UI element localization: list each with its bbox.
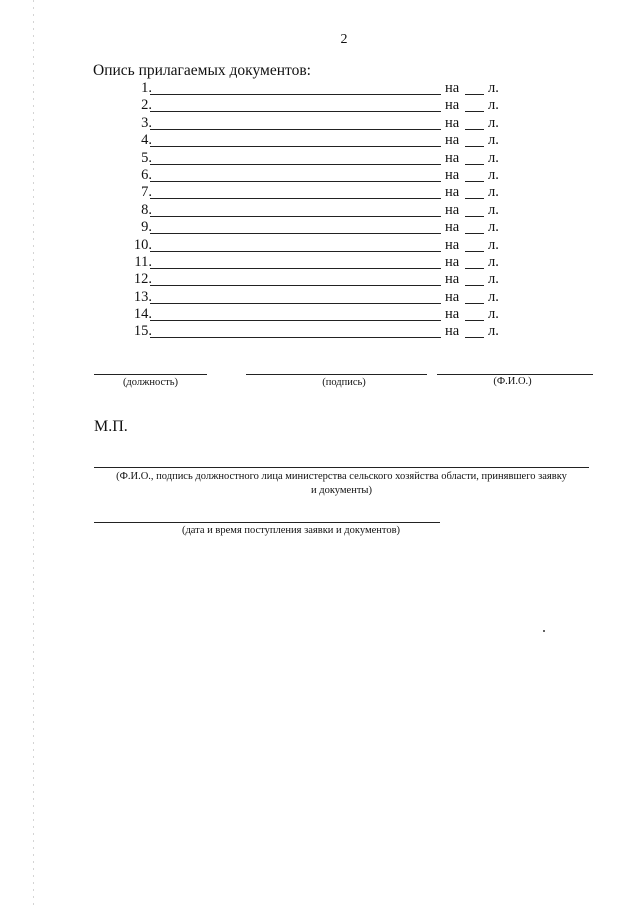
page-count-line (465, 285, 484, 286)
scan-speck (543, 630, 545, 632)
item-number: 3. (141, 114, 152, 131)
item-number: 9. (141, 219, 152, 236)
official-caption-line2: и документы) (311, 485, 372, 496)
page-count-line (465, 94, 484, 95)
list-item (0, 150, 640, 167)
document-name-line (150, 111, 441, 112)
fio-caption: (Ф.И.О.) (493, 376, 532, 387)
page-count-line (465, 320, 484, 321)
page-count-line (465, 164, 484, 165)
list-item (0, 306, 640, 323)
list-item (0, 237, 640, 254)
official-line (94, 467, 589, 468)
sheets-label: л. (488, 166, 499, 183)
document-name-line (150, 303, 441, 304)
sheets-label: л. (488, 219, 499, 236)
page-count-line (465, 111, 484, 112)
on-label: на (445, 184, 460, 201)
page-count-line (465, 233, 484, 234)
page-count-line (465, 268, 484, 269)
list-item (0, 219, 640, 236)
page-count-line (465, 129, 484, 130)
on-label: на (445, 271, 460, 288)
official-caption-line1: (Ф.И.О., подпись должностного лица министерства сельского хозяйства области, принявшего заявку (116, 471, 567, 482)
item-number: 6. (141, 166, 152, 183)
sheets-label: л. (488, 288, 499, 305)
sheets-label: л. (488, 253, 499, 270)
page-count-line (465, 251, 484, 252)
item-number: 15. (133, 323, 152, 340)
item-number: 5. (141, 149, 152, 166)
document-name-line (150, 216, 441, 217)
list-item (0, 271, 640, 288)
position-caption: (должность) (122, 377, 179, 388)
item-number: 1. (141, 80, 152, 96)
document-name-line (150, 233, 441, 234)
on-label: на (445, 306, 460, 323)
document-name-line (150, 94, 441, 95)
sheets-label: л. (488, 114, 499, 131)
sheets-label: л. (488, 149, 499, 166)
on-label: на (445, 132, 460, 149)
page-count-line (465, 198, 484, 199)
signature-caption: (подпись) (322, 377, 366, 388)
sheets-label: л. (488, 80, 499, 96)
sheets-label: л. (488, 184, 499, 201)
on-label: на (445, 114, 460, 131)
list-item (0, 184, 640, 201)
document-name-line (150, 320, 441, 321)
document-name-line (150, 181, 441, 182)
list-item (0, 254, 640, 271)
list-item (0, 167, 640, 184)
on-label: на (445, 97, 460, 114)
item-number: 2. (141, 97, 152, 114)
page-count-line (465, 303, 484, 304)
on-label: на (445, 80, 460, 96)
list-item (0, 97, 640, 114)
page-count-line (465, 181, 484, 182)
document-name-line (150, 268, 441, 269)
sheets-label: л. (488, 201, 499, 218)
fio-line (437, 374, 593, 375)
document-name-line (150, 164, 441, 165)
item-number: 11. (134, 253, 152, 270)
sheets-label: л. (488, 97, 499, 114)
list-item (0, 132, 640, 149)
sheets-label: л. (488, 306, 499, 323)
on-label: на (445, 323, 460, 340)
on-label: на (445, 149, 460, 166)
page-number: 2 (340, 32, 348, 47)
document-name-line (150, 337, 441, 338)
document-list (0, 80, 640, 341)
on-label: на (445, 288, 460, 305)
list-item (0, 323, 640, 340)
list-item (0, 289, 640, 306)
list-item (0, 80, 640, 97)
item-number: 4. (141, 132, 152, 149)
page-count-line (465, 216, 484, 217)
item-number: 12. (133, 271, 152, 288)
document-name-line (150, 129, 441, 130)
item-number: 10. (133, 236, 152, 253)
document-name-line (150, 251, 441, 252)
signature-line (246, 374, 427, 375)
sheets-label: л. (488, 271, 499, 288)
sheets-label: л. (488, 132, 499, 149)
inventory-heading: Опись прилагаемых документов: (93, 62, 311, 79)
stamp-label: М.П. (94, 418, 128, 435)
on-label: на (445, 166, 460, 183)
on-label: на (445, 253, 460, 270)
document-name-line (150, 198, 441, 199)
item-number: 13. (133, 288, 152, 305)
on-label: на (445, 236, 460, 253)
list-item (0, 115, 640, 132)
list-item (0, 202, 640, 219)
document-name-line (150, 285, 441, 286)
received-line (94, 522, 440, 523)
received-caption: (дата и время поступления заявки и документов) (181, 525, 401, 536)
page-count-line (465, 146, 484, 147)
item-number: 8. (141, 201, 152, 218)
item-number: 14. (133, 306, 152, 323)
on-label: на (445, 201, 460, 218)
official-caption (94, 470, 589, 498)
on-label: на (445, 219, 460, 236)
position-line (94, 374, 207, 375)
sheets-label: л. (488, 236, 499, 253)
document-name-line (150, 146, 441, 147)
sheets-label: л. (488, 323, 499, 340)
item-number: 7. (141, 184, 152, 201)
page-count-line (465, 337, 484, 338)
